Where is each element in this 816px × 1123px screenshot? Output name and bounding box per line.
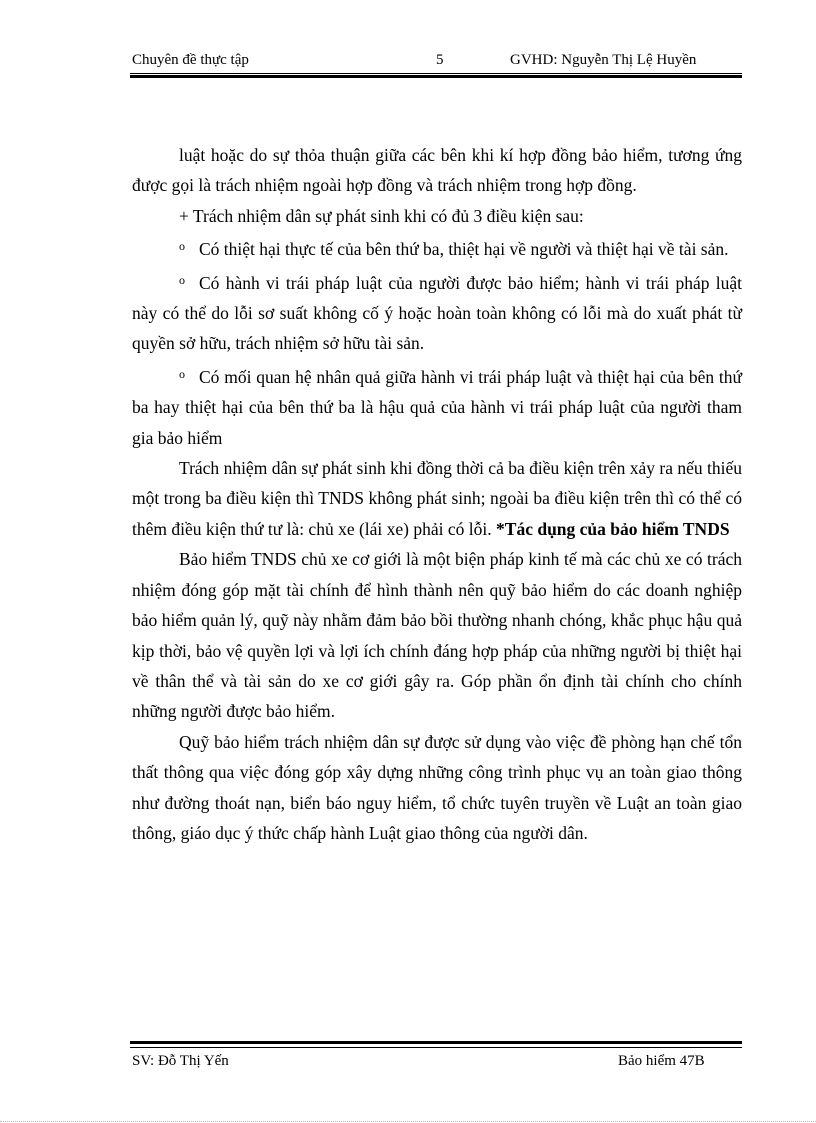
footer-student: SV: Đỗ Thị Yến [132,1053,229,1069]
bullet-item-2 [132,265,742,359]
paragraph-5: Quỹ bảo hiểm trách nhiệm dân sự được sử dụng vào việc đề phòng hạn chế tổn thất thông qua việc đóng góp xây dựng những công trình phục vụ an toàn giao thông như đường thoát nạn, biển báo nguy hiểm, tổ chức tuyên truyền về Luật an toàn giao thông, giáo dục ý thức chấp hành Luật giao thông của người dân. [132,731,742,843]
page-header [132,52,742,72]
paragraph-4: Bảo hiểm TNDS chủ xe cơ giới là một biện pháp kinh tế mà các chủ xe có trách nhiệm đóng góp mặt tài chính để hình thành nên quỹ bảo hiểm do các doanh nghiệp bảo hiểm quản lý, quỹ này nhằm đảm bảo bồi thường nhanh chóng, khắc phục hậu quả kịp thời, bảo vệ quyền lợi và lợi ích chính đáng hợp pháp của những người bị thiệt hại về thân thể và tài sản do xe cơ giới gây ra. Góp phần ổn định tài chính cho chính những người được bảo hiểm. [132,549,742,722]
paragraph-3-text: Trách nhiệm dân sự phát sinh khi đồng thời cả ba điều kiện trên xảy ra nếu thiếu một trong ba điều kiện thì TNDS không phát sinh; ngoài ba điều kiện trên thì có thể có thêm điều kiện thứ tư là: chủ xe (lái xe) phải có lỗi. [132,458,742,539]
bullet-item-3 [132,359,742,453]
header-title: Chuyên đề thực tập [132,52,249,68]
paragraph-2: + Trách nhiệm dân sự phát sinh khi có đủ 3 điều kiện sau: [179,205,584,226]
bullet-text-3: Có mối quan hệ nhân quả giữa hành vi trái pháp luật và thiệt hại của bên thứ ba hay thiệt hại của bên thứ ba là hậu quả của hành vi trái pháp luật của người tham gia bảo hiểm [132,366,742,448]
footer-rule-thick [130,1041,742,1044]
page-bottom-dotted-border [0,1121,816,1122]
footer-rule-thin [130,1047,742,1048]
page-number: 5 [436,52,444,68]
header-rule-thin [130,73,742,74]
bullet-text-1: Có thiệt hại thực tế của bên thứ ba, thiệt hại về người và thiệt hại về tài sản. [199,239,729,260]
paragraph-1: luật hoặc do sự thỏa thuận giữa các bên khi kí hợp đồng bảo hiểm, tương ứng được gọi là trách nhiệm ngoài hợp đồng và trách nhiệm trong hợp đồng. [132,145,742,196]
bullet-item-1 [132,231,742,264]
bullet-circle-icon: o [179,239,185,254]
header-supervisor: GVHD: Nguyễn Thị Lệ Huyền [510,52,697,68]
page-body [132,140,742,848]
bullet-circle-icon: o [179,272,185,287]
footer-class: Bảo hiểm 47B [618,1053,705,1069]
paragraph-3 [132,453,742,544]
section-heading: *Tác dụng của bảo hiểm TNDS [496,518,730,539]
bullet-text-2: Có hành vi trái pháp luật của người được bảo hiểm; hành vi trái pháp luật này có thể do lỗi sơ suất không cố ý hoặc hoàn toàn không có lỗi mà do xuất phát từ quyền sở hữu, trách nhiệm sở hữu tài sản. [132,272,742,354]
bullet-circle-icon: o [179,366,185,381]
header-rule-thick [130,75,742,78]
